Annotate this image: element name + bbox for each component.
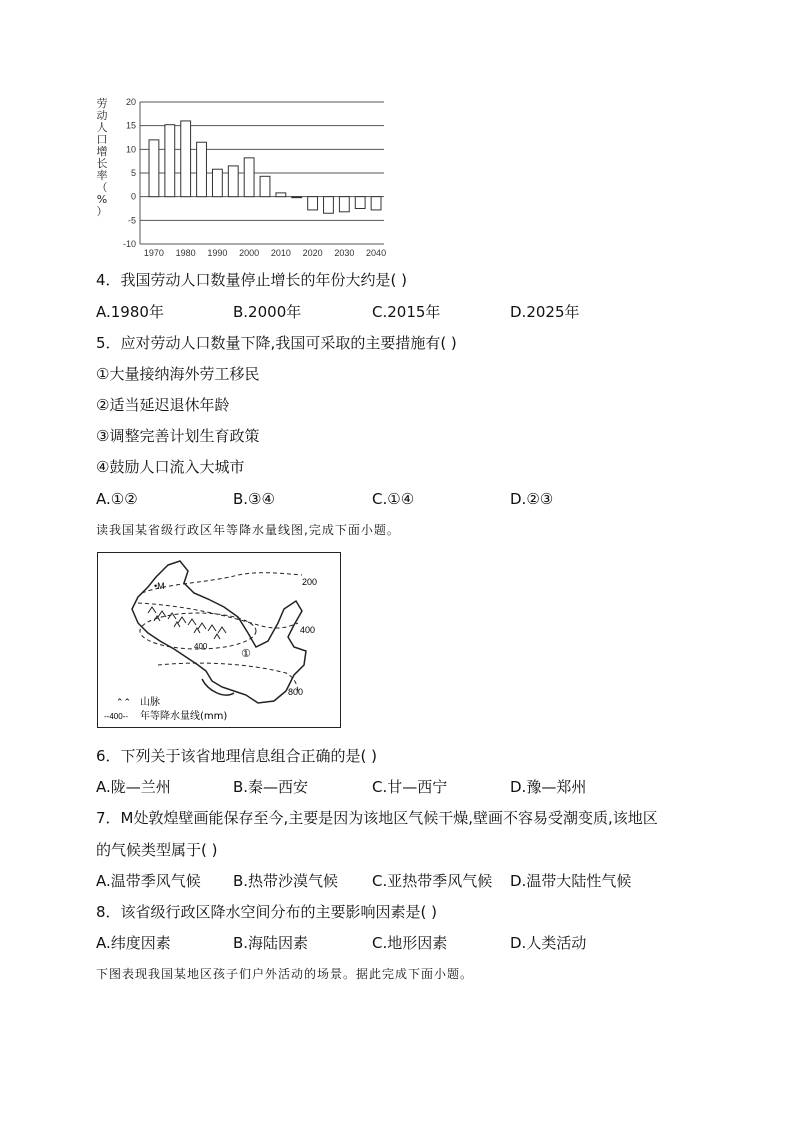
bar	[197, 142, 207, 196]
bar	[149, 140, 159, 197]
q7-stem-line2: 的气候类型属于( )	[96, 841, 218, 859]
legend-mountain-label: 山脉	[140, 697, 160, 708]
legend-mountain-symbol: ⌃⌃	[116, 698, 132, 708]
x-tick-label: 1980	[175, 248, 196, 258]
x-tick-label: 1990	[207, 248, 228, 258]
label-circle-1: ①	[241, 647, 251, 660]
y-tick-label: 20	[125, 97, 136, 107]
map-intro: 读我国某省级行政区年等降水量线图,完成下面小题。	[96, 523, 400, 537]
bar	[228, 166, 238, 197]
q7-option-c[interactable]: C.亚热带季风气候	[372, 872, 493, 890]
q5-option-d[interactable]: D.②③	[510, 490, 554, 508]
bar	[355, 197, 365, 209]
q4-stem: 4．我国劳动人口数量停止增长的年份大约是( )	[96, 271, 408, 289]
q6-option-d[interactable]: D.豫—郑州	[510, 778, 587, 796]
y-tick-label: -5	[127, 215, 136, 226]
q8-option-d[interactable]: D.人类活动	[510, 934, 587, 952]
mountain-range	[148, 607, 226, 639]
x-tick-label: 2000	[239, 248, 260, 258]
y-label-char: 动	[96, 109, 108, 122]
q5-item-2: ②适当延迟退休年龄	[96, 396, 230, 414]
q6-stem: 6．下列关于该省地理信息组合正确的是( )	[96, 747, 378, 765]
y-tick-label: 15	[125, 120, 136, 131]
q5-item-1: ①大量接纳海外劳工移民	[96, 365, 260, 383]
q4-option-a[interactable]: A.1980年	[96, 303, 164, 321]
bar	[308, 197, 318, 210]
label-800: 800	[288, 687, 304, 697]
x-tick-label: 2030	[334, 248, 355, 258]
q5-stem: 5．应对劳动人口数量下降,我国可采取的主要措施有( )	[96, 334, 457, 352]
y-tick-label: 10	[125, 144, 136, 155]
bar	[292, 197, 302, 198]
bar	[339, 197, 349, 212]
bar	[371, 197, 381, 210]
q7-option-d[interactable]: D.温带大陆性气候	[510, 872, 632, 890]
q5-option-a[interactable]: A.①②	[96, 490, 138, 508]
q7-stem-line1: 7．M处敦煌壁画能保存至今,主要是因为该地区气候干燥,壁画不容易受潮变质,该地区	[96, 809, 658, 827]
bar	[181, 121, 191, 197]
q6-option-c[interactable]: C.甘—西宁	[372, 778, 448, 796]
label-400-left: 400	[194, 642, 208, 651]
q4-option-c[interactable]: C.2015年	[372, 303, 441, 321]
label-m: •M	[154, 581, 165, 591]
q4-option-b[interactable]: B.2000年	[233, 303, 302, 321]
bar	[324, 197, 334, 214]
legend-line-label: 年等降水量线(mm)	[140, 711, 228, 722]
chart-svg	[92, 92, 392, 262]
bar	[276, 193, 286, 197]
y-label-char: 率	[96, 169, 108, 182]
x-tick-label: 1970	[143, 248, 164, 258]
y-label-char: 人	[96, 121, 108, 134]
q8-stem: 8．该省级行政区降水空间分布的主要影响因素是( )	[96, 903, 438, 921]
bar	[165, 125, 175, 197]
bar	[260, 176, 270, 196]
legend-line-symbol: --400--	[104, 712, 129, 721]
q7-option-b[interactable]: B.热带沙漠气候	[233, 872, 339, 890]
y-tick-label: 0	[130, 191, 136, 202]
y-label-char: 长	[96, 157, 108, 170]
label-400-right: 400	[300, 625, 316, 635]
isoline-400-upper	[138, 603, 298, 628]
y-label-char: （	[96, 181, 108, 194]
y-label-char: 劳	[96, 97, 108, 110]
q5-option-b[interactable]: B.③④	[233, 490, 275, 508]
q8-option-a[interactable]: A.纬度因素	[96, 934, 171, 952]
q5-option-c[interactable]: C.①④	[372, 490, 415, 508]
y-tick-label: -10	[122, 239, 136, 249]
q7-option-a[interactable]: A.温带季风气候	[96, 872, 201, 890]
label-200: 200	[302, 577, 318, 587]
y-label-char: 增	[96, 145, 108, 158]
x-tick-label: 2010	[270, 248, 291, 258]
bar	[212, 169, 222, 196]
precipitation-map	[97, 552, 341, 728]
y-tick-label: 5	[130, 168, 136, 178]
y-label-char: ）	[96, 205, 108, 218]
labor-growth-chart	[92, 92, 392, 262]
y-label-char: %	[96, 193, 108, 206]
q8-option-c[interactable]: C.地形因素	[372, 934, 448, 952]
x-tick-label: 2040	[366, 248, 387, 258]
q6-option-a[interactable]: A.陇—兰州	[96, 778, 171, 796]
isoline-200	[142, 573, 302, 593]
q5-item-3: ③调整完善计划生育政策	[96, 427, 260, 445]
map-svg	[98, 553, 342, 729]
q5-item-4: ④鼓励人口流入大城市	[96, 458, 245, 476]
q6-option-b[interactable]: B.秦—西安	[233, 778, 309, 796]
q4-option-d[interactable]: D.2025年	[510, 303, 580, 321]
y-label-char: 口	[96, 133, 108, 146]
q8-option-b[interactable]: B.海陆因素	[233, 934, 309, 952]
bar	[244, 158, 254, 197]
next-intro: 下图表现我国某地区孩子们户外活动的场景。据此完成下面小题。	[96, 967, 474, 981]
x-tick-label: 2020	[302, 248, 323, 258]
